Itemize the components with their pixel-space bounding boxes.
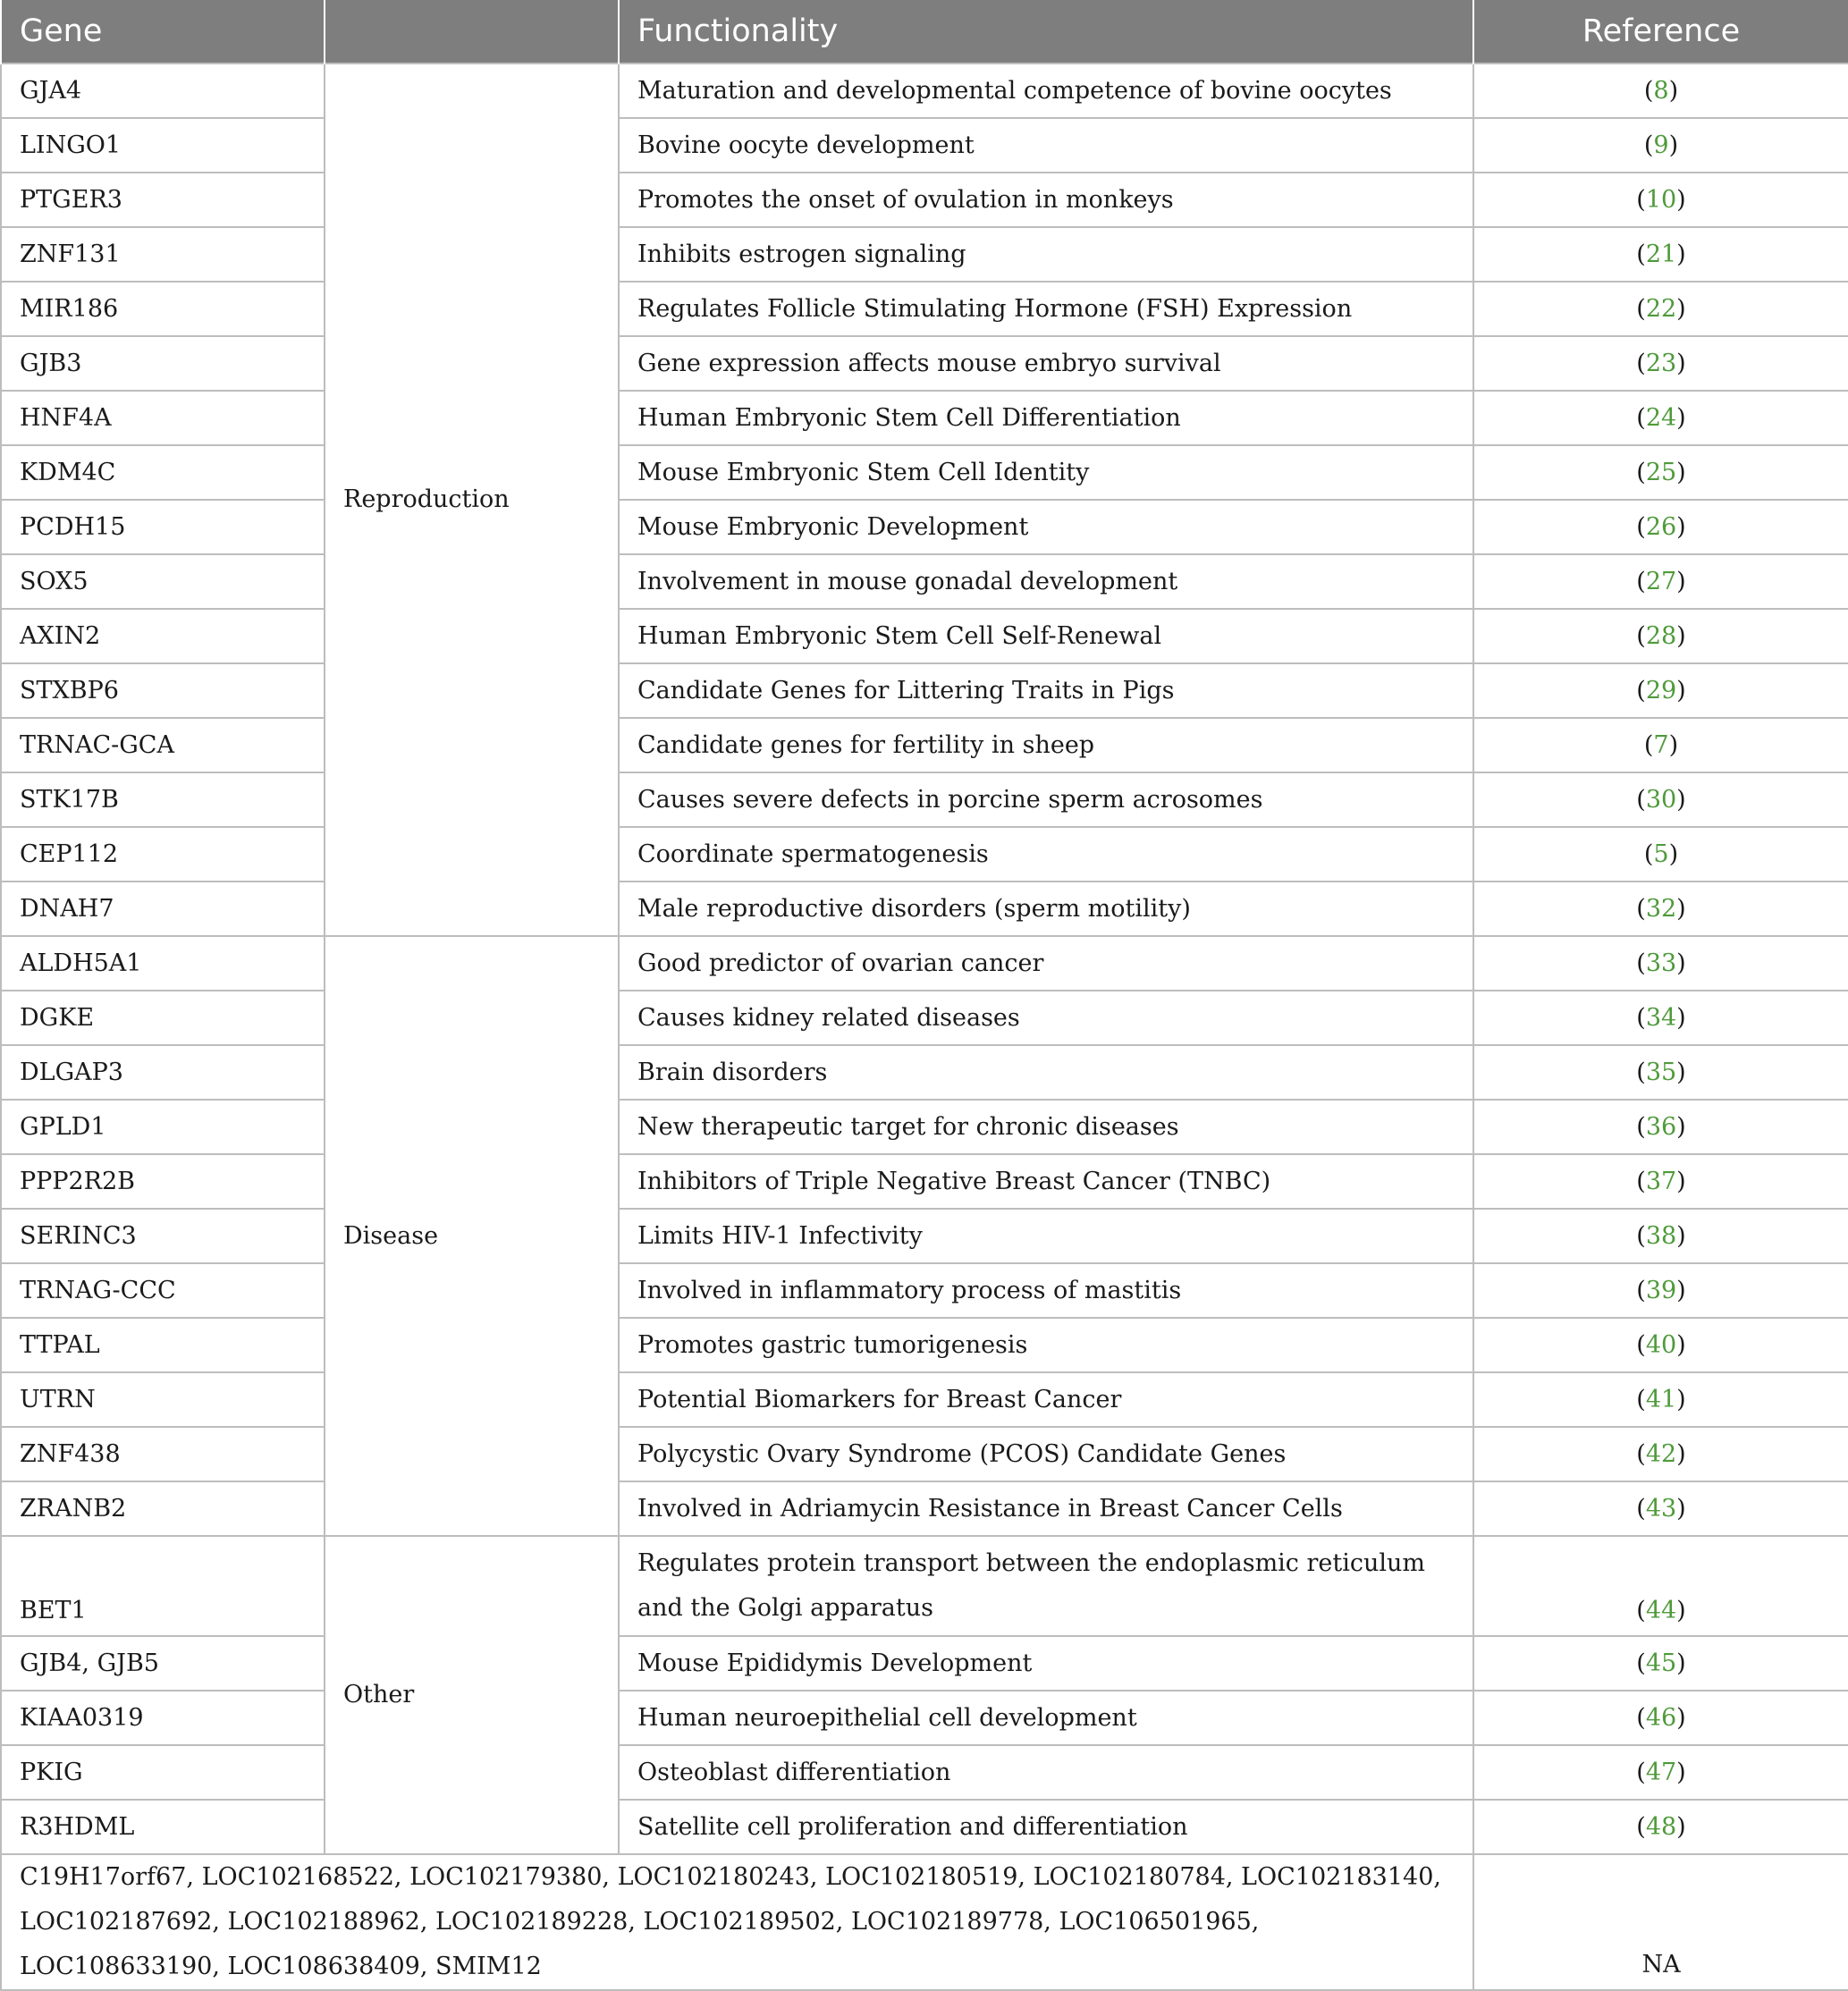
functionality-cell: Brain disorders bbox=[619, 1045, 1473, 1100]
reference-link[interactable]: 38 bbox=[1645, 1221, 1677, 1250]
reference-cell: (33) bbox=[1473, 936, 1848, 991]
reference-link[interactable]: 40 bbox=[1645, 1330, 1677, 1359]
table-row-unannotated bbox=[1, 1854, 1848, 1990]
reference-link[interactable]: 35 bbox=[1645, 1058, 1677, 1086]
table-row bbox=[1, 500, 1848, 554]
gene-cell: GJB4, GJB5 bbox=[1, 1636, 325, 1691]
functionality-cell: Limits HIV-1 Infectivity bbox=[619, 1209, 1473, 1263]
table-row bbox=[1, 991, 1848, 1045]
functionality-cell: Mouse Embryonic Development bbox=[619, 500, 1473, 554]
gene-cell: GPLD1 bbox=[1, 1100, 325, 1154]
table-row bbox=[1, 391, 1848, 445]
gene-cell: UTRN bbox=[1, 1372, 325, 1427]
functionality-cell: Human Embryonic Stem Cell Self-Renewal bbox=[619, 609, 1473, 663]
gene-cell: ZNF131 bbox=[1, 227, 325, 282]
functionality-cell: Inhibitors of Triple Negative Breast Cancer (TNBC) bbox=[619, 1154, 1473, 1209]
reference-cell: (30) bbox=[1473, 772, 1848, 827]
table-row bbox=[1, 609, 1848, 663]
gene-cell: DNAH7 bbox=[1, 882, 325, 936]
gene-cell: SERINC3 bbox=[1, 1209, 325, 1263]
table-row bbox=[1, 336, 1848, 391]
table-row bbox=[1, 227, 1848, 282]
reference-cell: (9) bbox=[1473, 118, 1848, 173]
category-cell-reproduction: Reproduction bbox=[325, 63, 619, 936]
category-cell-other: Other bbox=[325, 1536, 619, 1854]
table-row bbox=[1, 63, 1848, 118]
table-row bbox=[1, 118, 1848, 173]
reference-cell: (21) bbox=[1473, 227, 1848, 282]
gene-cell: KIAA0319 bbox=[1, 1691, 325, 1745]
reference-cell: (35) bbox=[1473, 1045, 1848, 1100]
reference-link[interactable]: 27 bbox=[1645, 567, 1677, 595]
table-row bbox=[1, 1372, 1848, 1427]
functionality-cell: Involved in inflammatory process of mastitis bbox=[619, 1263, 1473, 1318]
reference-cell: (32) bbox=[1473, 882, 1848, 936]
reference-cell: (44) bbox=[1473, 1536, 1848, 1636]
functionality-cell: Involvement in mouse gonadal development bbox=[619, 554, 1473, 609]
table-row bbox=[1, 1045, 1848, 1100]
table-row bbox=[1, 445, 1848, 500]
gene-cell: PCDH15 bbox=[1, 500, 325, 554]
reference-cell: (26) bbox=[1473, 500, 1848, 554]
gene-cell: TTPAL bbox=[1, 1318, 325, 1372]
reference-cell: (7) bbox=[1473, 718, 1848, 772]
table-body bbox=[1, 63, 1848, 1990]
functionality-cell: Polycystic Ovary Syndrome (PCOS) Candidate Genes bbox=[619, 1427, 1473, 1481]
table-row bbox=[1, 282, 1848, 336]
table-row bbox=[1, 1209, 1848, 1263]
table-row bbox=[1, 772, 1848, 827]
table-row bbox=[1, 1100, 1848, 1154]
functionality-cell: Candidate Genes for Littering Traits in Pigs bbox=[619, 663, 1473, 718]
table-row bbox=[1, 882, 1848, 936]
reference-link[interactable]: 30 bbox=[1645, 785, 1677, 814]
table-row bbox=[1, 1481, 1848, 1536]
reference-cell: (46) bbox=[1473, 1691, 1848, 1745]
reference-cell: (41) bbox=[1473, 1372, 1848, 1427]
reference-cell: (10) bbox=[1473, 173, 1848, 227]
table-row bbox=[1, 1536, 1848, 1636]
header-reference: Reference bbox=[1473, 0, 1848, 63]
functionality-cell: Promotes gastric tumorigenesis bbox=[619, 1318, 1473, 1372]
table-row bbox=[1, 1263, 1848, 1318]
functionality-cell: Human Embryonic Stem Cell Differentiation bbox=[619, 391, 1473, 445]
functionality-cell: New therapeutic target for chronic diseases bbox=[619, 1100, 1473, 1154]
reference-link[interactable]: 9 bbox=[1653, 131, 1669, 159]
header-functionality: Functionality bbox=[619, 0, 1473, 63]
reference-link[interactable]: 34 bbox=[1645, 1003, 1677, 1032]
table-row bbox=[1, 1745, 1848, 1800]
reference-link[interactable]: 8 bbox=[1653, 76, 1669, 105]
functionality-cell: Potential Biomarkers for Breast Cancer bbox=[619, 1372, 1473, 1427]
functionality-cell: Male reproductive disorders (sperm motility) bbox=[619, 882, 1473, 936]
gene-cell: TRNAC-GCA bbox=[1, 718, 325, 772]
reference-link[interactable]: 43 bbox=[1645, 1494, 1677, 1523]
table-row bbox=[1, 663, 1848, 718]
reference-link[interactable]: 26 bbox=[1645, 512, 1677, 541]
reference-link[interactable]: 23 bbox=[1645, 349, 1677, 377]
reference-cell: (47) bbox=[1473, 1745, 1848, 1800]
reference-link[interactable]: 48 bbox=[1645, 1812, 1677, 1841]
reference-link[interactable]: 45 bbox=[1645, 1649, 1677, 1677]
gene-cell: R3HDML bbox=[1, 1800, 325, 1854]
reference-link[interactable]: 7 bbox=[1653, 730, 1669, 759]
reference-cell: (45) bbox=[1473, 1636, 1848, 1691]
reference-cell: (5) bbox=[1473, 827, 1848, 882]
reference-cell: (38) bbox=[1473, 1209, 1848, 1263]
header-row bbox=[1, 0, 1848, 63]
functionality-cell: Bovine oocyte development bbox=[619, 118, 1473, 173]
table-row bbox=[1, 1318, 1848, 1372]
reference-link[interactable]: 29 bbox=[1645, 676, 1677, 704]
functionality-cell: Causes kidney related diseases bbox=[619, 991, 1473, 1045]
reference-cell: (25) bbox=[1473, 445, 1848, 500]
reference-cell: (27) bbox=[1473, 554, 1848, 609]
gene-cell: TRNAG-CCC bbox=[1, 1263, 325, 1318]
functionality-cell: Causes severe defects in porcine sperm acrosomes bbox=[619, 772, 1473, 827]
functionality-cell: Good predictor of ovarian cancer bbox=[619, 936, 1473, 991]
reference-cell: (34) bbox=[1473, 991, 1848, 1045]
functionality-cell: Promotes the onset of ovulation in monkeys bbox=[619, 173, 1473, 227]
category-cell-disease: Disease bbox=[325, 936, 619, 1536]
functionality-cell: Coordinate spermatogenesis bbox=[619, 827, 1473, 882]
gene-cell: KDM4C bbox=[1, 445, 325, 500]
header-gene: Gene bbox=[1, 0, 325, 63]
functionality-cell: Candidate genes for fertility in sheep bbox=[619, 718, 1473, 772]
gene-cell: STXBP6 bbox=[1, 663, 325, 718]
functionality-cell: Involved in Adriamycin Resistance in Breast Cancer Cells bbox=[619, 1481, 1473, 1536]
table-row bbox=[1, 173, 1848, 227]
table-row bbox=[1, 1800, 1848, 1854]
gene-cell: LINGO1 bbox=[1, 118, 325, 173]
reference-cell: (24) bbox=[1473, 391, 1848, 445]
table-row bbox=[1, 1636, 1848, 1691]
reference-cell: (39) bbox=[1473, 1263, 1848, 1318]
unannotated-genes-cell: C19H17orf67, LOC102168522, LOC102179380, LOC102180243, LOC102180519, LOC102180784, LOC102183140, LOC102187692, LOC102188962, LOC102189228, LOC102189502, LOC102189778, LOC106501965, LOC108633190, LOC108638409, SMIM12 bbox=[1, 1854, 1473, 1990]
functionality-cell: Maturation and developmental competence of bovine oocytes bbox=[619, 63, 1473, 118]
gene-cell: CEP112 bbox=[1, 827, 325, 882]
functionality-cell: Osteoblast differentiation bbox=[619, 1745, 1473, 1800]
gene-cell: ZNF438 bbox=[1, 1427, 325, 1481]
functionality-cell: Satellite cell proliferation and differentiation bbox=[619, 1800, 1473, 1854]
header-category bbox=[325, 0, 619, 63]
reference-cell: (42) bbox=[1473, 1427, 1848, 1481]
gene-cell: ZRANB2 bbox=[1, 1481, 325, 1536]
table-row bbox=[1, 1427, 1848, 1481]
gene-cell: AXIN2 bbox=[1, 609, 325, 663]
reference-cell: (23) bbox=[1473, 336, 1848, 391]
reference-link[interactable]: 33 bbox=[1645, 949, 1677, 977]
gene-cell: DLGAP3 bbox=[1, 1045, 325, 1100]
functionality-cell: Mouse Epididymis Development bbox=[619, 1636, 1473, 1691]
reference-cell: (29) bbox=[1473, 663, 1848, 718]
table-row bbox=[1, 1154, 1848, 1209]
gene-cell: PTGER3 bbox=[1, 173, 325, 227]
reference-link[interactable]: 21 bbox=[1645, 240, 1677, 268]
reference-cell: NA bbox=[1473, 1854, 1848, 1990]
reference-link[interactable]: 25 bbox=[1645, 458, 1677, 486]
reference-link[interactable]: 28 bbox=[1645, 621, 1677, 650]
reference-cell: (48) bbox=[1473, 1800, 1848, 1854]
reference-link[interactable]: 39 bbox=[1645, 1276, 1677, 1304]
gene-cell: ALDH5A1 bbox=[1, 936, 325, 991]
gene-cell: SOX5 bbox=[1, 554, 325, 609]
reference-cell: (43) bbox=[1473, 1481, 1848, 1536]
gene-cell: GJB3 bbox=[1, 336, 325, 391]
reference-link[interactable]: 46 bbox=[1645, 1703, 1677, 1732]
functionality-cell: Regulates protein transport between the endoplasmic reticulum and the Golgi apparatus bbox=[619, 1536, 1473, 1636]
reference-cell: (8) bbox=[1473, 63, 1848, 118]
table-row bbox=[1, 936, 1848, 991]
reference-link[interactable]: 5 bbox=[1653, 839, 1669, 868]
reference-cell: (40) bbox=[1473, 1318, 1848, 1372]
gene-cell: BET1 bbox=[1, 1536, 325, 1636]
functionality-cell: Regulates Follicle Stimulating Hormone (FSH) Expression bbox=[619, 282, 1473, 336]
gene-cell: MIR186 bbox=[1, 282, 325, 336]
gene-cell: STK17B bbox=[1, 772, 325, 827]
reference-link[interactable]: 47 bbox=[1645, 1758, 1677, 1786]
reference-link[interactable]: 42 bbox=[1645, 1439, 1677, 1468]
table-row bbox=[1, 554, 1848, 609]
reference-link[interactable]: 32 bbox=[1645, 894, 1677, 923]
reference-cell: (22) bbox=[1473, 282, 1848, 336]
reference-link[interactable]: 24 bbox=[1645, 403, 1677, 432]
gene-cell: HNF4A bbox=[1, 391, 325, 445]
reference-link[interactable]: 37 bbox=[1645, 1167, 1677, 1195]
functionality-cell: Mouse Embryonic Stem Cell Identity bbox=[619, 445, 1473, 500]
reference-link[interactable]: 10 bbox=[1645, 185, 1677, 214]
reference-cell: (28) bbox=[1473, 609, 1848, 663]
functionality-cell: Gene expression affects mouse embryo survival bbox=[619, 336, 1473, 391]
gene-cell: DGKE bbox=[1, 991, 325, 1045]
reference-link[interactable]: 41 bbox=[1645, 1385, 1677, 1413]
reference-cell: (36) bbox=[1473, 1100, 1848, 1154]
table-row bbox=[1, 1691, 1848, 1745]
table-row bbox=[1, 718, 1848, 772]
reference-link[interactable]: 44 bbox=[1645, 1597, 1677, 1624]
gene-cell: GJA4 bbox=[1, 63, 325, 118]
gene-cell: PPP2R2B bbox=[1, 1154, 325, 1209]
reference-cell: (37) bbox=[1473, 1154, 1848, 1209]
gene-cell: PKIG bbox=[1, 1745, 325, 1800]
reference-link[interactable]: 36 bbox=[1645, 1112, 1677, 1141]
functionality-cell: Inhibits estrogen signaling bbox=[619, 227, 1473, 282]
table-row bbox=[1, 827, 1848, 882]
reference-link[interactable]: 22 bbox=[1645, 294, 1677, 323]
functionality-cell: Human neuroepithelial cell development bbox=[619, 1691, 1473, 1745]
